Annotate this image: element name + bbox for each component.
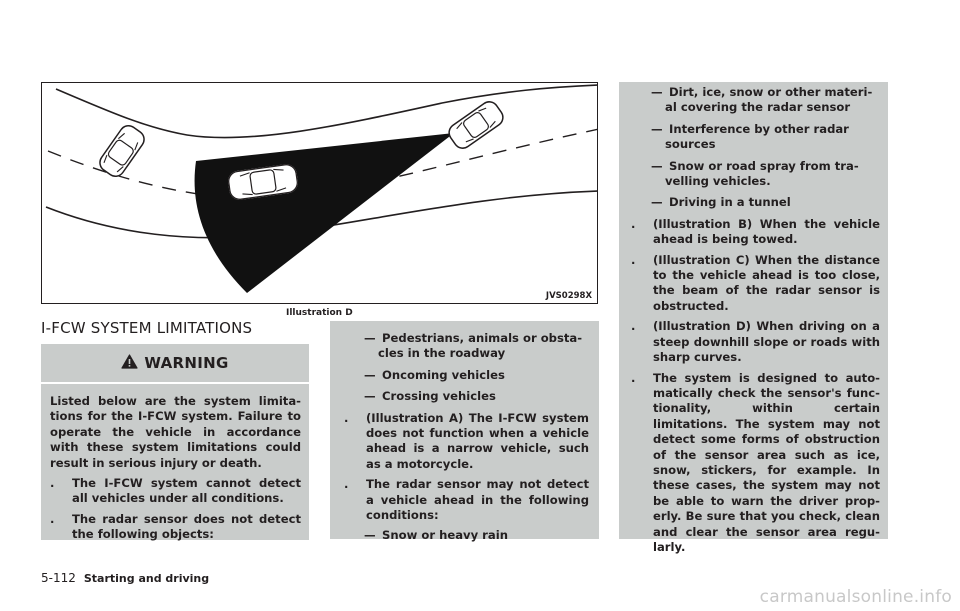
radar-beam	[195, 133, 454, 293]
dash-text: Crossing vehicles	[382, 389, 496, 404]
list-item	[344, 411, 589, 473]
bullet-text: (Illustration B) When the vehicle ahead is being towed.	[653, 216, 880, 247]
illustration-figure	[41, 82, 598, 304]
dash-item	[344, 528, 589, 543]
dash-marker: —	[364, 367, 376, 382]
section-title: I-FCW SYSTEM LIMITATIONS	[41, 319, 253, 337]
dash-item	[631, 159, 880, 190]
dash-text: Snow or road spray from tra-velling vehicles.	[665, 158, 859, 189]
warning-body	[41, 384, 309, 540]
list-item	[50, 512, 301, 543]
dash-item	[631, 122, 880, 153]
bullet-text: (Illustration A) The I-FCW system does not function when a vehicle ahead is a narrow vehicle, such as a motorcycle.	[366, 410, 589, 471]
list-item	[631, 217, 880, 248]
warning-triangle-icon	[121, 354, 138, 373]
dash-marker: —	[651, 121, 663, 136]
right-column	[619, 82, 888, 554]
dash-text: Dirt, ice, snow or other materi-al covering the radar sensor	[665, 85, 873, 115]
page-number: 5-112	[41, 571, 76, 585]
dash-text: Pedestrians, animals or obsta-cles in the roadway	[378, 331, 583, 361]
dash-marker: —	[364, 389, 376, 404]
dash-text: Interference by other radar sources	[665, 121, 849, 152]
bullet-marker: .	[344, 477, 349, 492]
bullet-marker: .	[631, 252, 636, 267]
dash-item	[344, 368, 589, 383]
warning-title: WARNING	[144, 354, 229, 372]
page-footer	[41, 571, 209, 585]
bullet-text: (Illustration D) When driving on a steep downhill slope or roads with sharp curves.	[653, 319, 880, 365]
list-item	[631, 253, 880, 315]
dash-item	[344, 389, 589, 404]
warning-header	[41, 344, 309, 384]
dash-item	[631, 85, 880, 116]
bullet-marker: .	[344, 410, 349, 425]
figure-caption: Illustration D	[286, 308, 353, 318]
watermark-text: carmanualsonline.info	[759, 587, 952, 607]
dash-marker: —	[364, 528, 376, 543]
dash-marker: —	[364, 331, 376, 345]
bullet-text: The I-FCW system cannot detect all vehicles under all conditions.	[72, 476, 301, 506]
footer-section-name: Starting and driving	[83, 572, 210, 585]
dash-text: Snow or heavy rain	[382, 528, 508, 543]
list-item	[50, 476, 301, 507]
bullet-marker: .	[631, 370, 636, 385]
list-item	[631, 371, 880, 556]
bullet-text: The radar sensor does not detect the following objects:	[72, 511, 301, 542]
warning-intro: Listed below are the system limita-tions for the I-FCW system. Failure to operate the vehicle in accordance with these system limitations could result in serious injury or death.	[50, 394, 301, 470]
dash-marker: —	[651, 195, 663, 210]
dash-item	[631, 195, 880, 210]
dash-item	[344, 331, 589, 362]
bullet-marker: .	[50, 511, 55, 526]
curved-road-radar-diagram	[42, 83, 598, 304]
dash-text: Driving in a tunnel	[669, 195, 791, 210]
bullet-marker: .	[50, 476, 55, 491]
dash-text: Oncoming vehicles	[382, 367, 505, 382]
bullet-text: The system is designed to auto-matically check the sensor's func-tionality, within certain limitations. The system may not detect some forms of obstruction of the sensor area such as ice, snow, stickers, for example. In these cases, the system may not be able to warn the driver prop-erly. Be sure that you check, clean and clear the sensor area regu-larly.	[653, 370, 880, 554]
bullet-marker: .	[631, 216, 636, 231]
list-item	[631, 319, 880, 365]
dash-marker: —	[651, 85, 663, 99]
bullet-text: (Illustration C) When the distance to the vehicle ahead is too close, the beam of the radar sensor is obstructed.	[653, 252, 880, 313]
car-host	[446, 98, 507, 151]
list-item	[344, 477, 589, 523]
dash-marker: —	[651, 158, 663, 173]
bullet-marker: .	[631, 319, 636, 334]
middle-column	[330, 321, 599, 543]
bullet-text: The radar sensor may not detect a vehicle ahead in the following conditions:	[366, 477, 589, 523]
figure-code: JVS0298X	[545, 291, 592, 301]
